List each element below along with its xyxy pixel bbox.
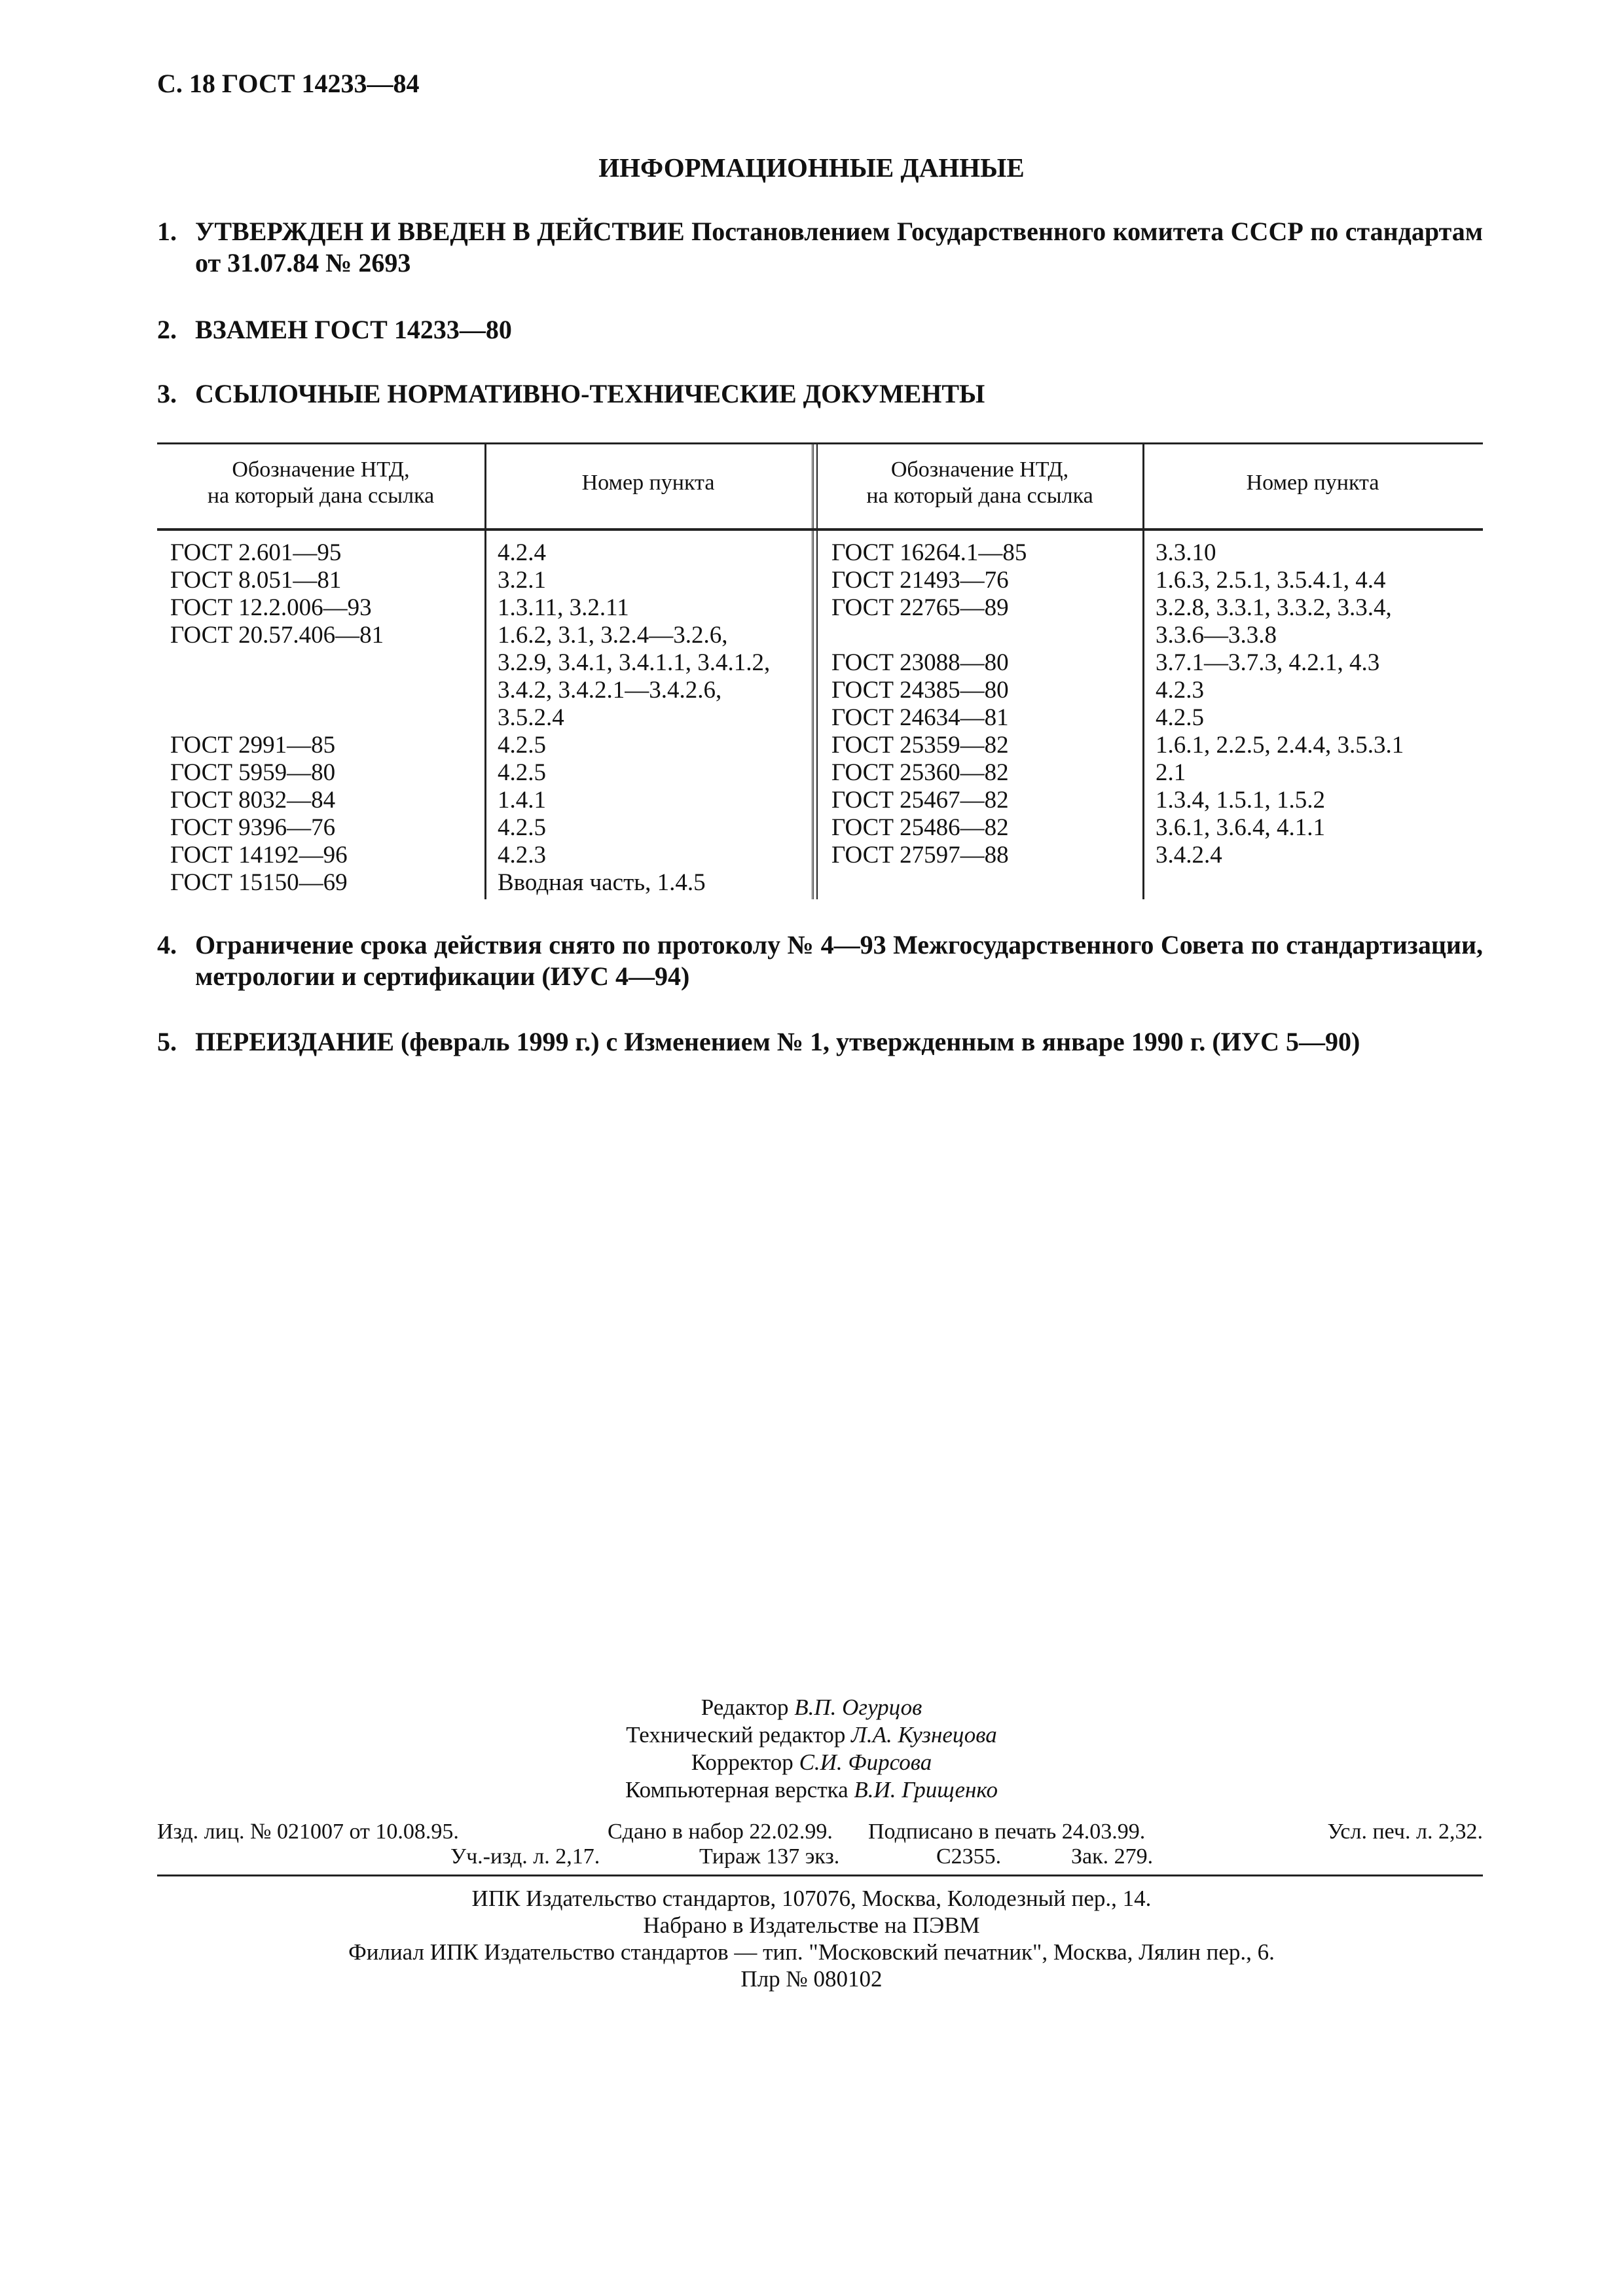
order-number: Зак. 279.	[1071, 1844, 1154, 1869]
footer-line: Плр № 080102	[740, 1966, 883, 1992]
item-number: 3.	[157, 379, 177, 408]
table-cell-item: 3.2.9, 3.4.1, 3.4.1.1, 3.4.1.2,	[498, 649, 771, 676]
credit-line: Компьютерная верстка В.И. Грищенко	[625, 1777, 998, 1803]
table-cell-doc: ГОСТ 9396—76	[170, 814, 336, 841]
table-cell-doc	[170, 704, 384, 732]
table-cell-item: 3.6.1, 3.6.4, 4.1.1	[1156, 814, 1325, 841]
table-cell-doc: ГОСТ 24634—81	[831, 704, 1009, 731]
credit-line: Редактор В.П. Огурцов	[701, 1695, 922, 1720]
right-item-column	[1156, 539, 1404, 869]
table-cell-doc: ГОСТ 8.051—81	[170, 567, 342, 594]
header-item-left: Номер пункта	[581, 471, 715, 495]
table-cell-doc: ГОСТ 12.2.006—93	[170, 594, 372, 621]
header-doc-left: Обозначение НТД, на который дана ссылка	[207, 457, 435, 508]
footer-line: Филиал ИПК Издательство стандартов — тип. "Московский печатник", Москва, Лялин пер., 6.	[348, 1939, 1275, 1965]
edit-sheets: Уч.-изд. л. 2,17.	[450, 1844, 600, 1869]
info-item-3	[157, 378, 1483, 410]
table-cell-item: 1.3.11, 3.2.11	[498, 594, 629, 621]
item-number: 2.	[157, 315, 177, 344]
item-number: 1.	[157, 217, 177, 246]
info-item-4	[157, 929, 1483, 992]
table-cell-item: 3.2.8, 3.3.1, 3.3.2, 3.3.4,	[1156, 594, 1392, 621]
item-text: Ограничение срока действия снято по протоколу № 4—93 Межгосударственного Совета по стандартизации, метрологии и сертификации (ИУС 4—94)	[195, 930, 1483, 991]
table-cell-item: 4.2.5	[1156, 704, 1204, 731]
table-cell-item: 1.6.2, 3.1, 3.2.4—3.2.6,	[498, 622, 728, 649]
item-number: 5.	[157, 1027, 177, 1056]
table-cell-item: 1.4.1	[498, 787, 546, 814]
header-doc-right: Обозначение НТД, на который дана ссылка	[866, 457, 1093, 508]
table-cell-item: 4.2.3	[1156, 677, 1204, 704]
info-item-5	[157, 1026, 1483, 1058]
table-cell-doc	[170, 649, 384, 677]
item-text: ВЗАМЕН ГОСТ 14233—80	[195, 315, 512, 344]
table-cell-item: 3.3.10	[1156, 539, 1216, 566]
credit-line: Корректор С.И. Фирсова	[691, 1749, 932, 1775]
page-title: ИНФОРМАЦИОННЫЕ ДАННЫЕ	[598, 152, 1025, 183]
table-cell-doc: ГОСТ 25359—82	[831, 732, 1009, 759]
table-cell-item: 1.3.4, 1.5.1, 1.5.2	[1156, 787, 1325, 814]
item-number: 4.	[157, 930, 177, 960]
table-cell-doc	[831, 622, 1027, 649]
table-cell-doc: ГОСТ 24385—80	[831, 677, 1009, 704]
sent-to-typesetting: Сдано в набор 22.02.99.	[608, 1820, 833, 1844]
info-item-1	[157, 216, 1483, 279]
table-cell-doc	[170, 677, 384, 704]
table-cell-item: 4.2.5	[498, 814, 546, 841]
print-code: С2355.	[936, 1844, 1002, 1869]
footer-line: Набрано в Издательстве на ПЭВМ	[643, 1912, 980, 1938]
page-header: С. 18 ГОСТ 14233—84	[157, 69, 420, 98]
table-cell-doc: ГОСТ 2.601—95	[170, 539, 342, 566]
table-header-border	[157, 528, 1483, 531]
left-item-column	[498, 539, 770, 897]
header-item-right: Номер пункта	[1246, 471, 1379, 495]
table-cell-item: 3.7.1—3.7.3, 4.2.1, 4.3	[1156, 649, 1380, 676]
editorial-credits	[0, 1694, 1623, 1804]
footer-line: ИПК Издательство стандартов, 107076, Москва, Колодезный пер., 14.	[471, 1886, 1152, 1911]
table-cell-item: 4.2.3	[498, 842, 546, 869]
left-doc-column	[170, 539, 384, 897]
table-cell-doc: ГОСТ 27597—88	[831, 842, 1009, 869]
license-info: Изд. лиц. № 021007 от 10.08.95.	[157, 1820, 459, 1844]
table-cell-doc: ГОСТ 25467—82	[831, 787, 1009, 814]
item-text: ПЕРЕИЗДАНИЕ (февраль 1999 г.) с Изменением № 1, утвержденным в январе 1990 г. (ИУС 5—90)	[195, 1027, 1360, 1056]
info-item-2	[157, 314, 1483, 346]
credit-line: Технический редактор Л.А. Кузнецова	[626, 1722, 997, 1748]
item-text	[195, 216, 1483, 279]
table-cell-item: 1.6.1, 2.2.5, 2.4.4, 3.5.3.1	[1156, 732, 1404, 759]
table-cell-doc: ГОСТ 21493—76	[831, 567, 1009, 594]
table-cell-item: 3.3.6—3.3.8	[1156, 622, 1277, 649]
item-text-body: Постановлением Государственного комитета СССР по стандартам от 31.07.84 № 2693	[195, 217, 1484, 278]
item-text-heading: УТВЕРЖДЕН И ВВЕДЕН В ДЕЙСТВИЕ	[195, 217, 685, 246]
table-cell-item: Вводная часть, 1.4.5	[498, 869, 706, 896]
table-cell-doc: ГОСТ 25360—82	[831, 759, 1009, 786]
table-cell-doc: ГОСТ 20.57.406—81	[170, 622, 384, 649]
table-cell-doc: ГОСТ 22765—89	[831, 594, 1009, 621]
table-cell-item: 4.2.4	[498, 539, 546, 566]
table-cell-doc: ГОСТ 15150—69	[170, 869, 348, 896]
table-cell-doc: ГОСТ 2991—85	[170, 732, 336, 759]
column-divider	[1142, 442, 1144, 899]
table-cell-doc: ГОСТ 5959—80	[170, 759, 336, 786]
column-divider	[484, 442, 486, 899]
table-cell-doc: ГОСТ 14192—96	[170, 842, 348, 869]
table-cell-item: 4.2.5	[498, 732, 546, 759]
table-cell-doc: ГОСТ 23088—80	[831, 649, 1009, 676]
table-cell-item: 3.4.2.4	[1156, 842, 1222, 869]
imprint-block	[157, 1820, 1483, 1872]
table-cell-doc: ГОСТ 16264.1—85	[831, 539, 1027, 566]
print-sheets: Усл. печ. л. 2,32.	[1327, 1820, 1483, 1844]
table-cell-item: 3.5.2.4	[498, 704, 564, 731]
publisher-footer	[0, 1885, 1623, 1992]
table-cell-item: 4.2.5	[498, 759, 546, 786]
table-cell-item: 1.6.3, 2.5.1, 3.5.4.1, 4.4	[1156, 567, 1386, 594]
circulation: Тираж 137 экз.	[699, 1844, 840, 1869]
item-text: ССЫЛОЧНЫЕ НОРМАТИВНО-ТЕХНИЧЕСКИЕ ДОКУМЕНТЫ	[195, 379, 985, 408]
table-cell-item: 3.4.2, 3.4.2.1—3.4.2.6,	[498, 677, 722, 704]
table-top-border	[157, 442, 1483, 444]
table-cell-item: 3.2.1	[498, 567, 546, 594]
table-cell-item: 2.1	[1156, 759, 1186, 786]
column-divider-double	[812, 442, 818, 899]
signed-for-print: Подписано в печать 24.03.99.	[868, 1820, 1146, 1844]
table-cell-doc: ГОСТ 8032—84	[170, 787, 336, 814]
right-doc-column	[831, 539, 1027, 869]
table-cell-doc: ГОСТ 25486—82	[831, 814, 1009, 841]
imprint-divider	[157, 1874, 1483, 1876]
